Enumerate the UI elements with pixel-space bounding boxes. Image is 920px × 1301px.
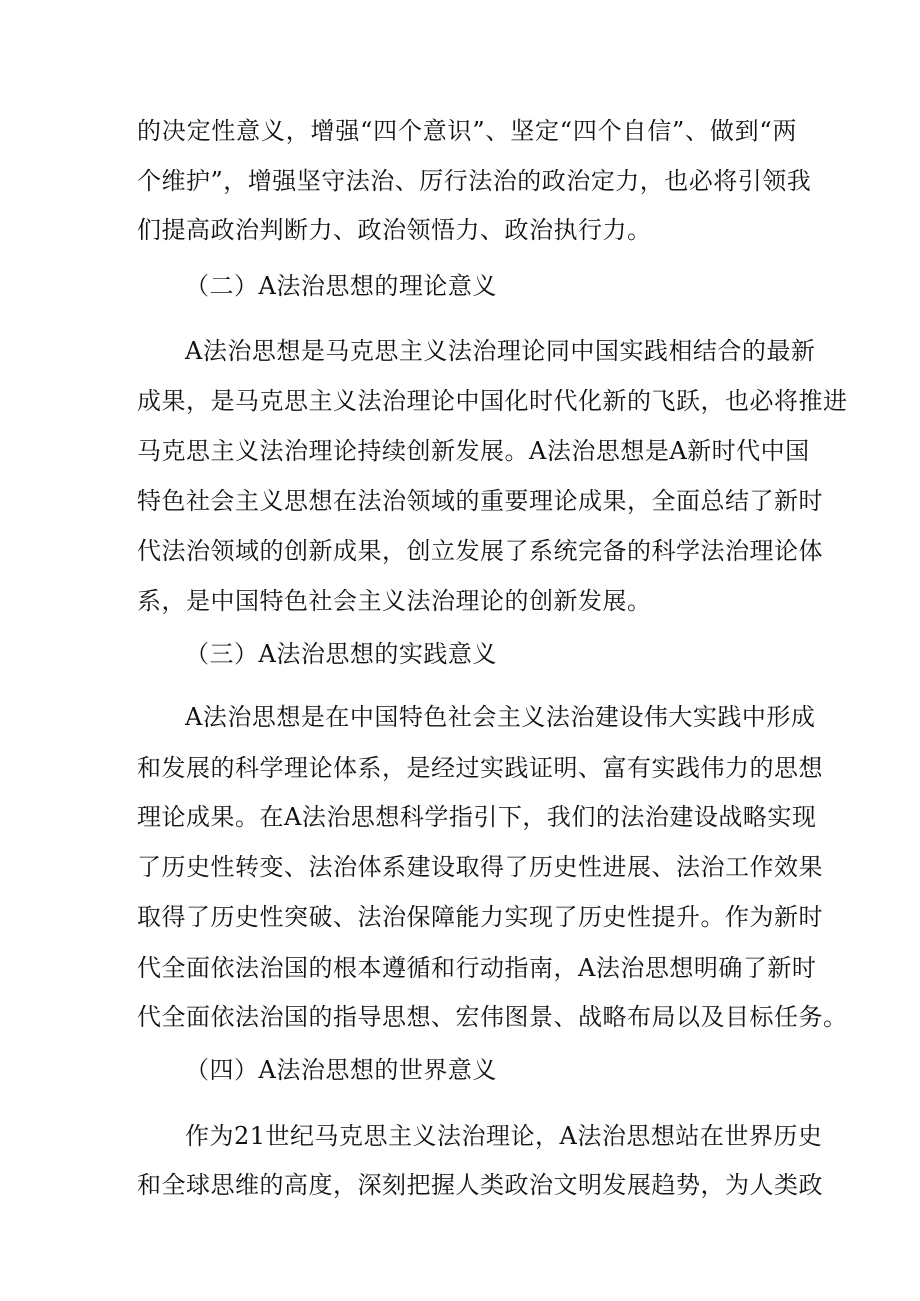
text-line: 系，是中国特色社会主义法治理论的创新发展。 bbox=[137, 587, 652, 615]
text-line: A法治思想是马克思主义法治理论同中国实践相结合的最新 bbox=[185, 337, 816, 365]
text-line: 马克思主义法治理论持续创新发展。A法治思想是A新时代中国 bbox=[137, 437, 810, 465]
text-line: 们提高政治判断力、政治领悟力、政治执行力。 bbox=[137, 216, 652, 244]
text-line: 特色社会主义思想在法治领域的重要理论成果，全面总结了新时 bbox=[137, 487, 823, 515]
text-line: 成果，是马克思主义法治理论中国化时代化新的飞跃，也必将推进 bbox=[137, 387, 848, 415]
text-line: 个维护”，增强坚守法治、厉行法治的政治定力，也必将引领我 bbox=[137, 167, 812, 195]
text-line: 理论成果。在A法治思想科学指引下，我们的法治建设战略实现 bbox=[137, 803, 817, 831]
text-line: 和全球思维的高度，深刻把握人类政治文明发展趋势，为人类政 bbox=[137, 1171, 823, 1199]
section-heading-theory: （二）A法治思想的理论意义 bbox=[185, 272, 497, 300]
text-line: 代全面依法治国的指导思想、宏伟图景、战略布局以及目标任务。 bbox=[137, 1003, 848, 1031]
section-heading-world: （四）A法治思想的世界意义 bbox=[185, 1056, 497, 1084]
text-line: 了历史性转变、法治体系建设取得了历史性进展、法治工作效果 bbox=[137, 853, 823, 881]
text-line: 和发展的科学理论体系，是经过实践证明、富有实践伟力的思想 bbox=[137, 754, 823, 782]
text-line: A法治思想是在中国特色社会主义法治建设伟大实践中形成 bbox=[185, 703, 816, 731]
text-line: 作为21世纪马克思主义法治理论，A法治思想站在世界历史 bbox=[185, 1122, 823, 1150]
section-heading-practice: （三）A法治思想的实践意义 bbox=[185, 640, 497, 668]
text-line: 取得了历史性突破、法治保障能力实现了历史性提升。作为新时 bbox=[137, 903, 823, 931]
text-line: 的决定性意义，增强“四个意识”、坚定“四个自信”、做到“两 bbox=[137, 117, 797, 145]
text-line: 代法治领域的创新成果，创立发展了系统完备的科学法治理论体 bbox=[137, 537, 823, 565]
text-line: 代全面依法治国的根本遵循和行动指南，A法治思想明确了新时 bbox=[137, 954, 817, 982]
